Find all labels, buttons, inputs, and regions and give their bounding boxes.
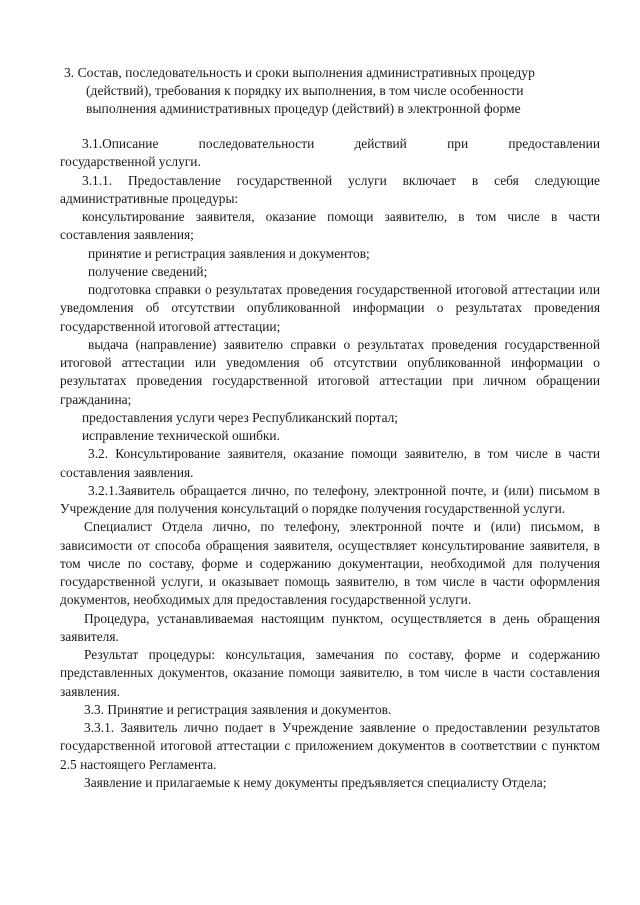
list-item-portal: предоставления услуги через Республиканский портал; (82, 409, 399, 425)
paragraph-3-3: 3.3. Принятие и регистрация заявления и документов. (84, 701, 392, 717)
paragraph-result: Результат процедуры: консультация, замечания по составу, форме и содержанию представленных документов, оказание помощи заявителю, в том числе в части составления заявления. (60, 647, 600, 699)
paragraph-procedure: Процедура, устанавливаемая настоящим пунктом, осуществляется в день обращения заявителя. (60, 610, 600, 644)
section-heading-line-2: (действий), требования к порядку их выполнения, в том числе особенности (86, 83, 524, 98)
paragraph-3-1-description-end: государственной услуги. (60, 154, 201, 170)
list-item-error-correction: исправление технической ошибки. (82, 428, 280, 443)
document-body (60, 135, 600, 792)
paragraph-3-1-1: 3.1.1. Предоставление государственной услуги включает в себя следующие административные процедуры: (60, 172, 600, 206)
paragraph-3-2-1: 3.2.1.Заявитель обращается лично, по телефону, электронной почте, и (или) письмом в Учреждение для получения консультаций о порядке получения государственной услуги. (60, 482, 600, 516)
list-item-receiving: получение сведений; (88, 263, 208, 279)
section-heading-line-3: выполнения административных процедур (действий) в электронной форме (86, 101, 521, 116)
section-heading-line-1: 3. Состав, последовательность и сроки выполнения административных процедур (64, 65, 535, 80)
paragraph-specialist: Специалист Отдела лично, по телефону, электронной почте и (или) письмом, в зависимости от способа обращения заявителя, осуществляет консультирование заявителя, в том числе по составу, форме и содержанию документации, необходимой для получения государственной услуги, и оказывает помощь заявителю, в том числе в части оформления документов, необходимых для предоставления государственной услуги. (60, 519, 600, 608)
list-item-issuance: выдача (направление) заявителю справки о результатах проведения государственной итоговой аттестации или уведомления об отсутствии опубликованной информации о результатах проведения государственной итоговой аттестации при личном обращении гражданина; (60, 336, 600, 407)
list-item-acceptance: принятие и регистрация заявления и документов; (88, 245, 370, 261)
paragraph-3-3-1: 3.3.1. Заявитель лично подает в Учреждение заявление о предоставлении результатов государственной итоговой аттестации с приложением документов в соответствии с пунктом 2.5 настоящего Регламента. (60, 720, 600, 772)
paragraph-3-2: 3.2. Консультирование заявителя, оказание помощи заявителю, в том числе в части составления заявления. (60, 446, 600, 480)
section-heading (60, 64, 600, 118)
paragraph-3-1-description: 3.1.Описание последовательности действий при предоставлении (82, 136, 600, 151)
paragraph-statement: Заявление и прилагаемые к нему документы предъявляется специалисту Отдела; (84, 774, 547, 790)
list-item-preparation: подготовка справки о результатах проведения государственной итоговой аттестации или уведомления об отсутствии опубликованной информации о результатах проведения государственной итоговой аттестации; (60, 282, 600, 334)
list-item-consulting: консультирование заявителя, оказание помощи заявителю, в том числе в части составления заявления; (60, 209, 600, 243)
